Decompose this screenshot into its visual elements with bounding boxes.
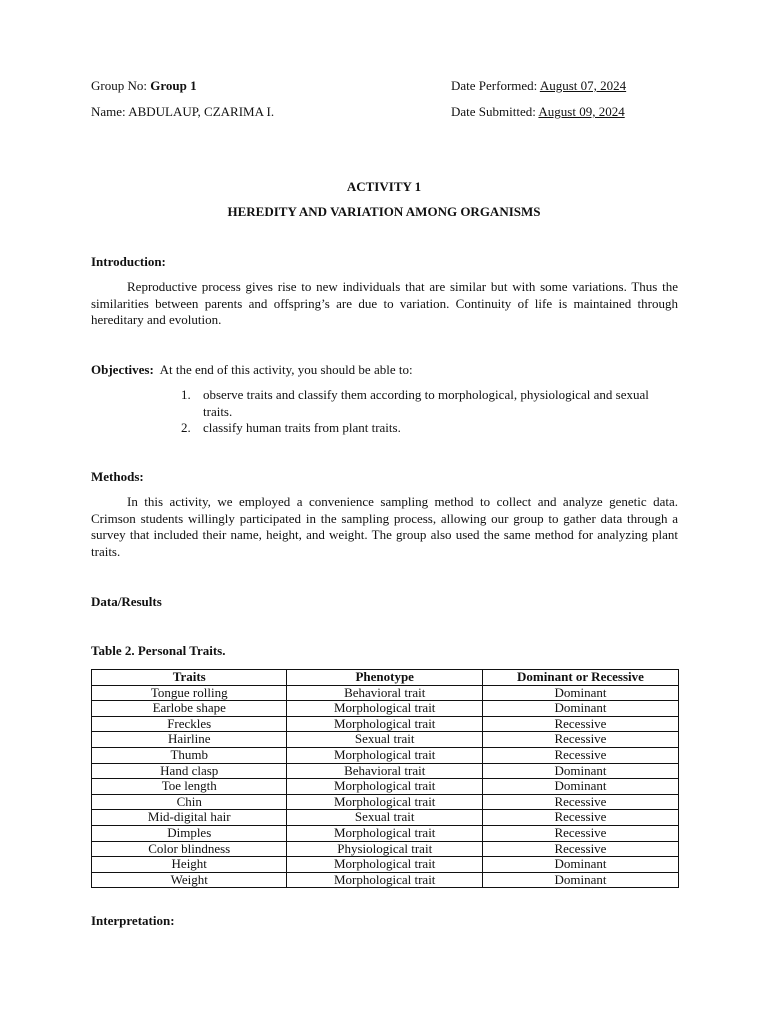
activity-subtitle: HEREDITY AND VARIATION AMONG ORGANISMS xyxy=(227,204,541,219)
objectives-heading: Objectives: xyxy=(91,362,154,377)
dominance-cell: Recessive xyxy=(482,732,678,748)
date-performed-line xyxy=(451,78,626,95)
name-value: ABDULAUP, CZARIMA I. xyxy=(128,104,275,119)
table-row xyxy=(92,872,679,888)
phenotype-cell: Morphological trait xyxy=(287,794,482,810)
results-heading: Data/Results xyxy=(91,594,162,609)
dominance-cell: Recessive xyxy=(482,841,678,857)
phenotype-cell: Morphological trait xyxy=(287,779,482,795)
introduction-text: Reproductive process gives rise to new individuals that are similar but with some variations. Thus the similarities between parents and offspring’s are due to variation. Continuity of life is maintained through hereditary and evolution. xyxy=(91,279,678,327)
introduction-heading: Introduction: xyxy=(91,254,166,269)
table-row xyxy=(92,732,679,748)
objectives-lead: At the end of this activity, you should be able to: xyxy=(159,362,413,377)
trait-cell: Dimples xyxy=(92,825,287,841)
table-row xyxy=(92,779,679,795)
interpretation-heading: Interpretation: xyxy=(91,913,175,928)
table-row xyxy=(92,857,679,873)
dominance-cell: Dominant xyxy=(482,779,678,795)
column-header-dominance: Dominant or Recessive xyxy=(482,670,678,686)
objectives-line xyxy=(91,362,413,379)
date-submitted-line xyxy=(451,104,625,121)
trait-cell: Height xyxy=(92,857,287,873)
dominance-cell: Recessive xyxy=(482,716,678,732)
table-row xyxy=(92,810,679,826)
column-header-phenotype: Phenotype xyxy=(287,670,482,686)
objective-number: 1. xyxy=(181,387,191,402)
table-row xyxy=(92,841,679,857)
dominance-cell: Recessive xyxy=(482,794,678,810)
trait-cell: Weight xyxy=(92,872,287,888)
phenotype-cell: Morphological trait xyxy=(287,825,482,841)
trait-cell: Color blindness xyxy=(92,841,287,857)
date-submitted-value: August 09, 2024 xyxy=(538,104,625,119)
group-value: Group 1 xyxy=(150,78,197,93)
trait-cell: Toe length xyxy=(92,779,287,795)
phenotype-cell: Morphological trait xyxy=(287,716,482,732)
phenotype-cell: Behavioral trait xyxy=(287,763,482,779)
table-row xyxy=(92,763,679,779)
trait-cell: Hairline xyxy=(92,732,287,748)
trait-cell: Thumb xyxy=(92,747,287,763)
trait-cell: Hand clasp xyxy=(92,763,287,779)
trait-cell: Mid-digital hair xyxy=(92,810,287,826)
phenotype-cell: Sexual trait xyxy=(287,810,482,826)
phenotype-cell: Morphological trait xyxy=(287,701,482,717)
table-row xyxy=(92,685,679,701)
table-row xyxy=(92,747,679,763)
phenotype-cell: Morphological trait xyxy=(287,872,482,888)
activity-title: ACTIVITY 1 xyxy=(346,179,422,194)
name-label: Name: xyxy=(91,104,126,119)
table-header-row xyxy=(92,670,679,686)
date-performed-value: August 07, 2024 xyxy=(539,78,627,93)
name-line xyxy=(91,104,274,121)
table-row xyxy=(92,825,679,841)
group-line xyxy=(91,78,197,95)
table-caption: Table 2. Personal Traits. xyxy=(91,643,226,658)
objective-number: 2. xyxy=(181,420,191,435)
table-row xyxy=(92,794,679,810)
dominance-cell: Recessive xyxy=(482,810,678,826)
dominance-cell: Dominant xyxy=(482,763,678,779)
date-submitted-label: Date Submitted: xyxy=(451,104,536,119)
trait-cell: Earlobe shape xyxy=(92,701,287,717)
dominance-cell: Recessive xyxy=(482,825,678,841)
phenotype-cell: Morphological trait xyxy=(287,747,482,763)
table-row xyxy=(92,701,679,717)
objective-text: classify human traits from plant traits. xyxy=(203,420,401,435)
phenotype-cell: Physiological trait xyxy=(287,841,482,857)
trait-cell: Freckles xyxy=(92,716,287,732)
objective-item xyxy=(181,420,678,437)
trait-cell: Tongue rolling xyxy=(92,685,287,701)
column-header-traits: Traits xyxy=(92,670,287,686)
objectives-list xyxy=(181,387,678,437)
dominance-cell: Dominant xyxy=(482,685,678,701)
phenotype-cell: Behavioral trait xyxy=(287,685,482,701)
table-row xyxy=(92,716,679,732)
date-performed-label: Date Performed: xyxy=(451,78,538,93)
methods-heading: Methods: xyxy=(91,469,144,484)
dominance-cell: Dominant xyxy=(482,857,678,873)
trait-cell: Chin xyxy=(92,794,287,810)
personal-traits-table xyxy=(91,669,679,888)
objective-item xyxy=(181,387,678,420)
dominance-cell: Recessive xyxy=(482,747,678,763)
methods-text: In this activity, we employed a convenience sampling method to collect and analyze genetic data. Crimson students willingly participated in the sampling process, allowing our group to gather data through a survey that included their name, height, and weight. The group also used the same method for analyzing plant traits. xyxy=(91,494,678,559)
dominance-cell: Dominant xyxy=(482,872,678,888)
dominance-cell: Dominant xyxy=(482,701,678,717)
phenotype-cell: Sexual trait xyxy=(287,732,482,748)
group-label: Group No: xyxy=(91,78,147,93)
phenotype-cell: Morphological trait xyxy=(287,857,482,873)
objective-text: observe traits and classify them according to morphological, physiological and sexual traits. xyxy=(203,387,649,419)
